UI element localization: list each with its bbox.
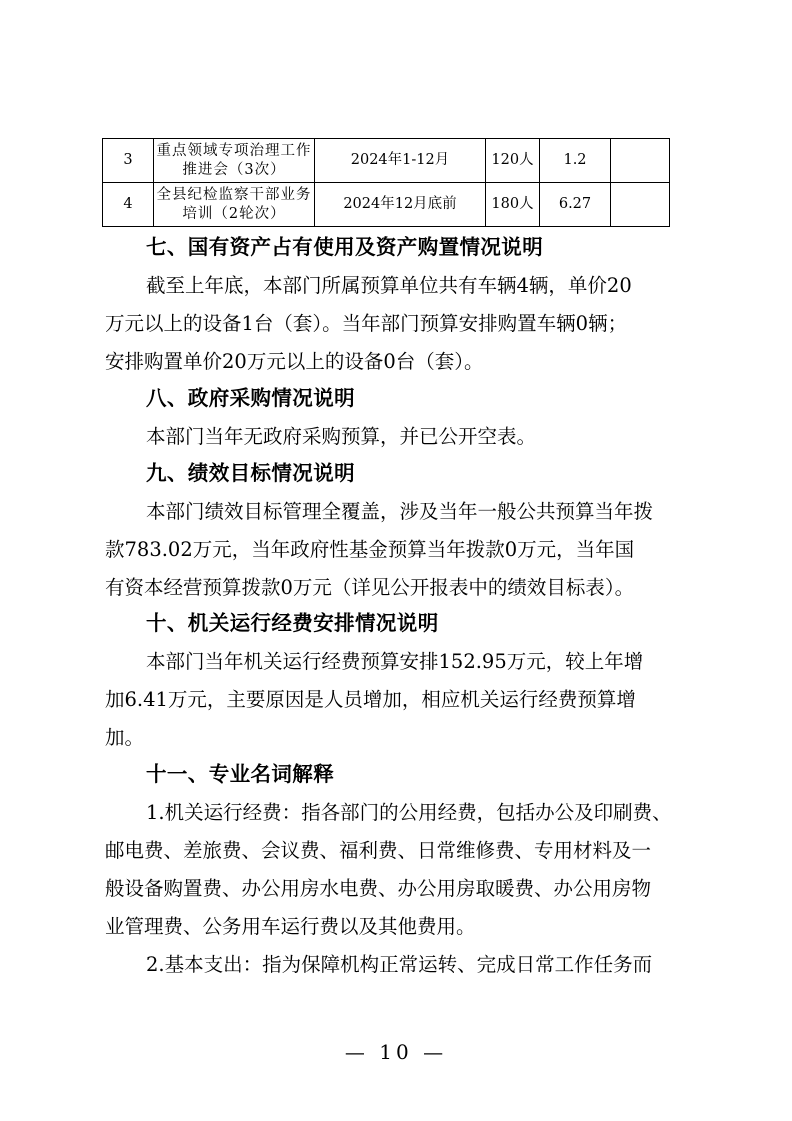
section-8-heading: 八、政府采购情况说明 [146,386,355,410]
row-number: 3 [103,139,154,183]
participant-count: 180人 [486,183,540,227]
text-line: 款783.02万元，当年政府性基金预算当年拨款0万元，当年国 [105,538,635,561]
text-line: 万元以上的设备1台（套）。当年部门预算安排购置车辆0辆； [105,312,628,335]
section-10-heading: 十、机关运行经费安排情况说明 [146,611,439,635]
training-table [102,138,670,227]
text-line: 业管理费、公务用车运行费以及其他费用。 [105,915,476,938]
table-row [103,183,670,227]
participant-count: 120人 [486,139,540,183]
text-line: 本部门绩效目标管理全覆盖，涉及当年一般公共预算当年拨 [146,500,654,523]
section-8-body [105,418,695,456]
section-11-heading: 十一、专业名词解释 [146,762,335,786]
note-cell [611,183,670,227]
section-9-body [105,493,695,607]
budget-amount: 6.27 [540,183,611,227]
text-line: 加6.41万元，主要原因是人员增加，相应机关运行经费预算增 [105,688,636,711]
section-7-heading: 七、国有资产占有使用及资产购置情况说明 [146,235,544,259]
meeting-name: 重点领域专项治理工作推进会（3次） [154,139,315,183]
section-9-heading: 九、绩效目标情况说明 [146,461,355,485]
meeting-time: 2024年1-12月 [315,139,486,183]
budget-amount: 1.2 [540,139,611,183]
text-line: 加。 [105,726,145,749]
meeting-name: 全县纪检监察干部业务培训（2轮次） [154,183,315,227]
table-row [103,139,670,183]
text-line: 本部门当年机关运行经费预算安排152.95万元，较上年增 [146,650,644,673]
section-10-body [105,643,695,757]
text-line: 本部门当年无政府采购预算，并已公开空表。 [146,425,537,448]
row-number: 4 [103,183,154,227]
text-line: 般设备购置费、办公用房水电费、办公用房取暖费、办公用房物 [105,877,652,900]
text-line: 安排购置单价20万元以上的设备0台（套）。 [105,350,484,373]
page-number: — 10 — [344,1040,448,1064]
meeting-time: 2024年12月底前 [315,183,486,227]
section-11-body [105,794,695,984]
text-line: 邮电费、差旅费、会议费、福利费、日常维修费、专用材料及一 [105,839,652,862]
text-line: 2.基本支出：指为保障机构正常运转、完成日常工作任务而 [146,953,653,976]
section-7-body [105,267,695,381]
text-line: 1.机关运行经费：指各部门的公用经费，包括办公及印刷费、 [146,801,672,824]
note-cell [611,139,670,183]
text-line: 有资本经营预算拨款0万元（详见公开报表中的绩效目标表）。 [105,576,635,599]
text-line: 截至上年底，本部门所属预算单位共有车辆4辆，单价20 [146,274,632,297]
